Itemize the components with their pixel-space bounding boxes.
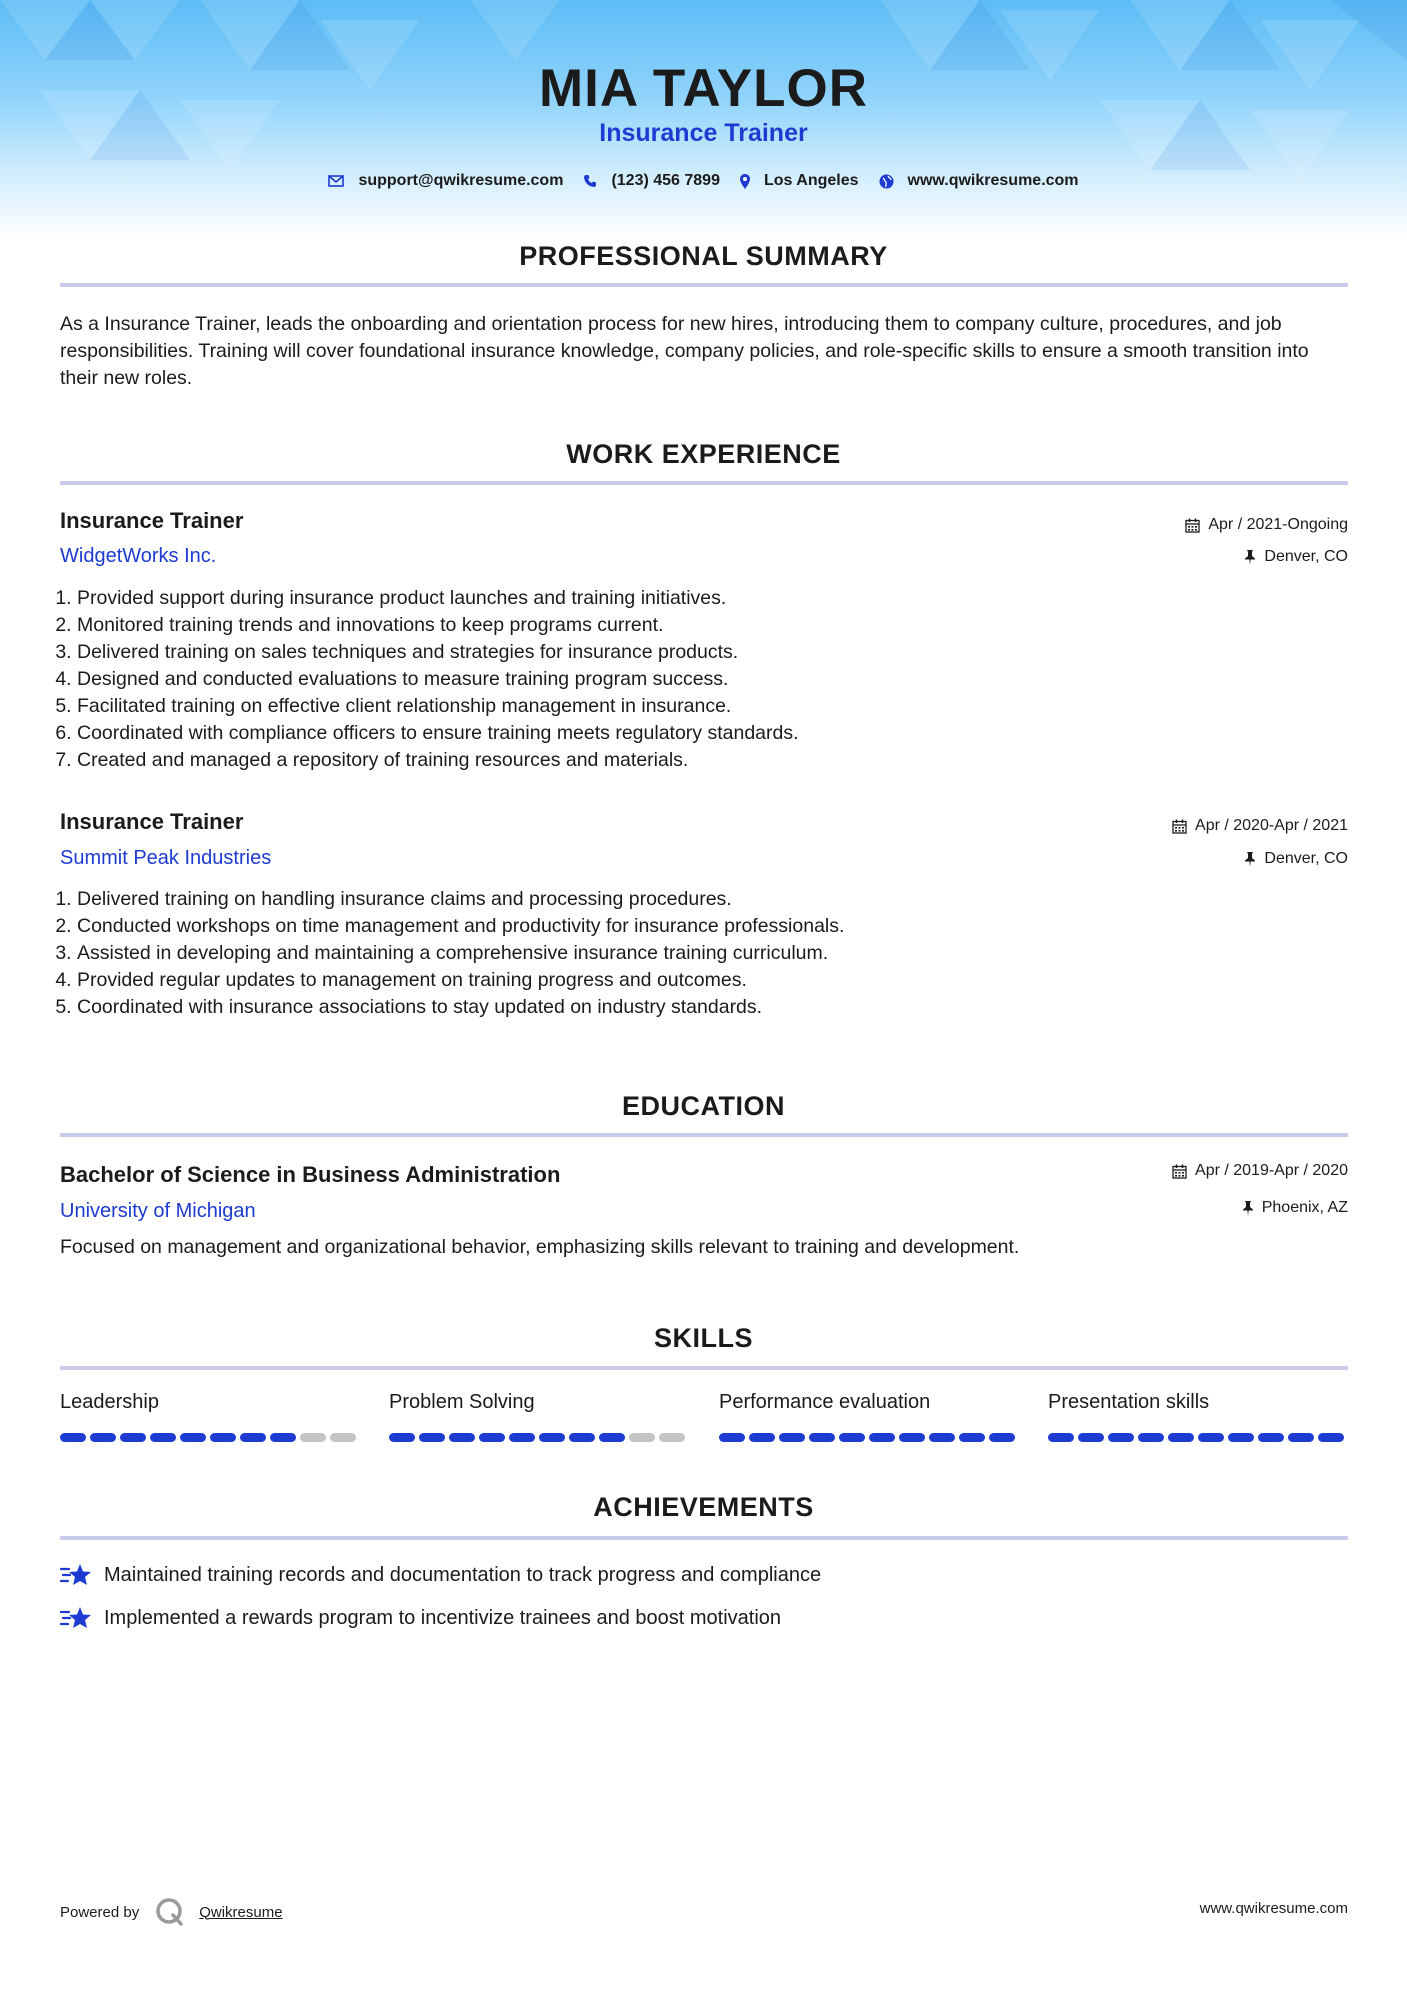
rating-dot-filled [1228,1433,1254,1442]
rating-dot-filled [869,1433,895,1442]
skill-item [1048,1391,1348,1442]
skill-label: Performance evaluation [719,1391,931,1413]
company-name: WidgetWorks Inc. [60,545,217,567]
contact-bar [0,172,1407,190]
rating-dot-filled [1108,1433,1134,1442]
job-title: Insurance Trainer [60,508,244,533]
skill-item [60,1391,360,1442]
list-item: 6. Coordinated with compliance officers to ensure training meets regulatory standards. [77,720,1357,747]
job-location [1244,850,1348,868]
rating-dot-filled [240,1433,266,1442]
list-item: 3. Assisted in developing and maintaining a comprehensive insurance training curriculum. [77,940,1357,967]
dates-text: Apr / 2021-Ongoing [1208,516,1348,533]
list-item: 4. Provided regular updates to management on training progress and outcomes. [77,967,1357,994]
location-text: Denver, CO [1264,850,1348,867]
degree-title: Bachelor of Science in Business Administration [60,1162,561,1187]
calendar-icon [1185,518,1200,533]
list-item: 2. Monitored training trends and innovations to keep programs current. [77,612,1357,639]
rating-dot-filled [120,1433,146,1442]
shooting-star-icon [60,1562,92,1588]
job-responsibilities [55,585,1357,774]
pushpin-icon [1244,852,1256,867]
job-title: Insurance Trainer [60,809,244,834]
experience-heading: WORK EXPERIENCE [566,439,841,469]
rating-dot-filled [419,1433,445,1442]
section-divider [60,1366,1348,1370]
rating-dot-filled [389,1433,415,1442]
contact-location [740,172,859,190]
location-text: Denver, CO [1264,548,1348,565]
rating-dot-filled [809,1433,835,1442]
skill-rating [719,1433,1019,1442]
job-dates [1185,516,1348,534]
skill-label: Leadership [60,1391,159,1413]
rating-dot-filled [1138,1433,1164,1442]
dates-text: Apr / 2020-Apr / 2021 [1195,817,1348,834]
rating-dot-filled [1168,1433,1194,1442]
section-divider [60,283,1348,287]
rating-dot-filled [1258,1433,1284,1442]
rating-dot-filled [90,1433,116,1442]
education-heading: EDUCATION [622,1091,785,1121]
achievement-item [60,1605,781,1631]
skill-label: Presentation skills [1048,1391,1210,1413]
section-divider [60,1536,1348,1540]
footer-branding [60,1897,283,1927]
achievement-item [60,1562,821,1588]
rating-dot-filled [479,1433,505,1442]
skills-heading: SKILLS [653,1323,753,1353]
rating-dot-empty [330,1433,356,1442]
envelope-icon [328,175,344,187]
education-dates [1172,1162,1348,1180]
rating-dot-filled [839,1433,865,1442]
skill-rating [60,1433,360,1442]
contact-website[interactable] [879,172,1079,190]
summary-text: As a Insurance Trainer, leads the onboarding and orientation process for new hires, introducing them to company culture, procedures, and job responsibilities. Training will cover foundational insurance knowledge, company policies, and role-specific skills to ensure a smooth transition into their new roles. [60,313,1309,389]
list-item: 5. Coordinated with insurance associations to stay updated on industry standards. [77,994,1357,1021]
qwikresume-link[interactable]: Qwikresume [199,1903,283,1921]
rating-dot-filled [779,1433,805,1442]
calendar-icon [1172,1164,1187,1179]
rating-dot-filled [539,1433,565,1442]
achievements-heading: ACHIEVEMENTS [593,1492,814,1522]
job-responsibilities [55,886,1357,1021]
globe-icon [879,174,894,189]
company-name: Summit Peak Industries [60,847,272,869]
list-item: 1. Delivered training on handling insurance claims and processing procedures. [77,886,1357,913]
skill-rating [1048,1433,1348,1442]
rating-dot-filled [1048,1433,1074,1442]
education-description: Focused on management and organizational behavior, emphasizing skills relevant to training and development. [60,1236,1020,1258]
list-item: 2. Conducted workshops on time management and productivity for insurance professionals. [77,913,1357,940]
rating-dot-filled [150,1433,176,1442]
rating-dot-filled [210,1433,236,1442]
skill-item [719,1391,1019,1442]
achievement-text: Implemented a rewards program to incentivize trainees and boost motivation [104,1606,782,1629]
rating-dot-filled [1198,1433,1224,1442]
candidate-name: MIA TAYLOR [539,59,868,118]
education-location [1242,1199,1348,1217]
rating-dot-filled [270,1433,296,1442]
school-name: University of Michigan [60,1200,256,1222]
rating-dot-filled [959,1433,985,1442]
rating-dot-empty [300,1433,326,1442]
rating-dot-filled [929,1433,955,1442]
candidate-role: Insurance Trainer [599,119,808,147]
section-divider [60,1133,1348,1137]
rating-dot-filled [1318,1433,1344,1442]
rating-dot-filled [749,1433,775,1442]
pushpin-icon [1242,1201,1254,1216]
skill-item [389,1391,689,1442]
rating-dot-filled [1078,1433,1104,1442]
shooting-star-icon [60,1605,92,1631]
powered-by-label: Powered by [60,1903,140,1921]
achievement-text: Maintained training records and documentation to track progress and compliance [104,1563,822,1586]
skill-label: Problem Solving [389,1391,535,1413]
dates-text: Apr / 2019-Apr / 2020 [1195,1162,1348,1179]
map-pin-icon [740,174,750,189]
rating-dot-filled [449,1433,475,1442]
phone-icon [583,174,597,188]
footer-website[interactable]: www.qwikresume.com [1199,1900,1348,1917]
skill-rating [389,1433,689,1442]
rating-dot-filled [599,1433,625,1442]
calendar-icon [1172,819,1187,834]
phone-text: (123) 456 7899 [611,172,720,189]
list-item: 4. Designed and conducted evaluations to measure training program success. [77,666,1357,693]
contact-phone[interactable] [583,172,720,190]
rating-dot-filled [569,1433,595,1442]
pushpin-icon [1244,550,1256,565]
job-location [1244,548,1348,566]
email-text: support@qwikresume.com [358,172,564,189]
rating-dot-filled [60,1433,86,1442]
rating-dot-filled [989,1433,1015,1442]
rating-dot-empty [659,1433,685,1442]
qwikresume-logo-icon [155,1897,185,1927]
location-text: Phoenix, AZ [1261,1199,1348,1216]
list-item: 5. Facilitated training on effective client relationship management in insurance. [77,693,1357,720]
rating-dot-filled [719,1433,745,1442]
list-item: 7. Created and managed a repository of training resources and materials. [77,747,1357,774]
section-divider [60,481,1348,485]
website-text[interactable]: www.qwikresume.com [907,172,1079,189]
rating-dot-empty [629,1433,655,1442]
location-text: Los Angeles [763,172,859,189]
rating-dot-filled [899,1433,925,1442]
summary-heading: PROFESSIONAL SUMMARY [519,241,888,271]
rating-dot-filled [509,1433,535,1442]
list-item: 3. Delivered training on sales techniques and strategies for insurance products. [77,639,1357,666]
job-dates [1172,817,1348,835]
contact-email[interactable] [328,172,563,190]
rating-dot-filled [1288,1433,1314,1442]
rating-dot-filled [180,1433,206,1442]
list-item: 1. Provided support during insurance product launches and training initiatives. [77,585,1357,612]
